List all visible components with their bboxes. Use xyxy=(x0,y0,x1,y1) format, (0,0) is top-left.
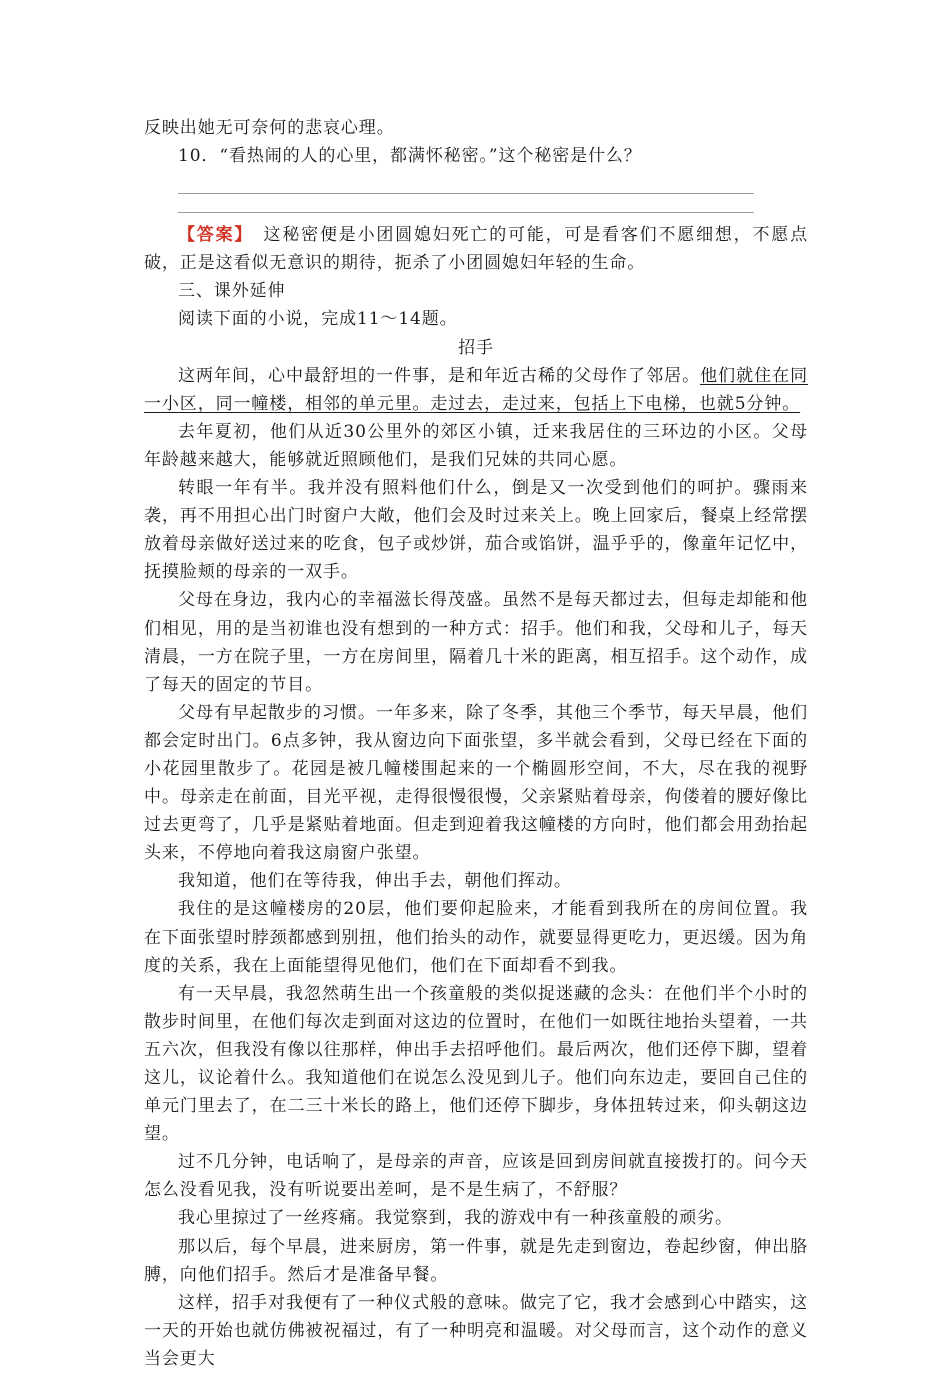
answer-text: 这秘密便是小团圆媳妇死亡的可能，可是看客们不愿细想，不愿点破，正是这看似无意识的期待，扼杀了小团圆媳妇年轻的生命。 xyxy=(144,225,808,274)
story-paragraph: 我心里掠过了一丝疼痛。我觉察到，我的游戏中有一种孩童般的顽劣。 xyxy=(178,1208,733,1229)
story-paragraph: 我住的是这幢楼房的20层，他们要仰起脸来，才能看到我所在的房间位置。我在下面张望时脖颈都感到别扭，他们抬头的动作，就要显得更吃力，更迟缓。因为角度的关系，我在上面能望得见他们，他们在下面却看不到我。 xyxy=(144,899,808,976)
story-paragraph: 父母有早起散步的习惯。一年多来，除了冬季，其他三个季节，每天早晨，他们都会定时出门。6点多钟，我从窗边向下面张望，多半就会看到，父母已经在下面的小花园里散步了。花园是被几幢楼围起来的一个椭圆形空间，不大，尽在我的视野中。母亲走在前面，目光平视，走得很慢很慢，父亲紧贴着母亲，佝偻着的腰好像比过去更弯了，几乎是紧贴着地面。但走到迎着我这幢楼的方向时，他们都会用劲抬起头来，不停地向着我这扇窗户张望。 xyxy=(144,702,808,864)
question-10: 10．“看热闹的人的心里，都满怀秘密。”这个秘密是什么？ xyxy=(178,146,642,167)
answer-paragraph xyxy=(144,221,808,277)
story-paragraph: 父母在身边，我内心的幸福滋长得茂盛。虽然不是每天都过去，但每走却能和他们相见，用的是当初谁也没有想到的一种方式：招手。他们和我，父母和儿子，每天清晨，一方在院子里，一方在房间里，隔着几十米的距离，相互招手。这个动作，成了每天的固定的节目。 xyxy=(144,590,808,695)
story-paragraph: 那以后，每个早晨，进来厨房，第一件事，就是先走到窗边，卷起纱窗，伸出胳膊，向他们招手。然后才是准备早餐。 xyxy=(144,1236,808,1285)
story-paragraph: 我知道，他们在等待我，伸出手去，朝他们挥动。 xyxy=(178,871,572,892)
story-paragraph: 有一天早晨，我忽然萌生出一个孩童般的类似捉迷藏的念头：在他们半个小时的散步时间里，在他们每次走到面对这边的位置时，在他们一如既往地抬头望着，一共五六次，但我没有像以往那样，伸出手去招呼他们。最后两次，他们还停下脚，望着这儿，议论着什么。我知道他们在说怎么没见到儿子。他们向东边走，要回自己住的单元门里去了，在二三十米长的路上，他们还停下脚步，身体扭转过来，仰头朝这边望。 xyxy=(144,983,808,1145)
paragraph-text: 这两年间，心中最舒坦的一件事，是和年近古稀的父母作了邻居。 xyxy=(178,365,701,386)
document-page xyxy=(144,114,808,1373)
story-paragraph: 过不几分钟，电话响了，是母亲的声音，应该是回到房间就直接拨打的。问今天怎么没看见我，没有听说要出差呵，是不是生病了，不舒服？ xyxy=(144,1152,808,1201)
story-paragraph: 这样，招手对我便有了一种仪式般的意味。做完了它，我才会感到心中踏实，这一天的开始也就仿佛被祝福过，有了一种明亮和温暖。对父母而言，这个动作的意义当会更大 xyxy=(144,1292,808,1369)
answer-tag: 【答案】 xyxy=(178,225,245,246)
answer-blank-line xyxy=(178,179,754,194)
story-paragraph: 去年夏初，他们从近30公里外的郊区小镇，迁来我居住的三环边的小区。父母年龄越来越大，能够就近照顾他们，是我们兄妹的共同心愿。 xyxy=(144,421,808,470)
reading-instruction: 阅读下面的小说，完成11～14题。 xyxy=(178,309,458,330)
answer-blank-line xyxy=(178,198,754,213)
story-title: 招手 xyxy=(458,337,494,358)
story-paragraph xyxy=(144,362,808,418)
story-paragraph: 转眼一年有半。我并没有照料他们什么，倒是又一次受到他们的呵护。骤雨来袭，再不用担心出门时窗户大敞，他们会及时过来关上。晚上回家后，餐桌上经常摆放着母亲做好送过来的吃食，包子或炒饼，茄合或馅饼，温乎乎的，像童年记忆中，抚摸脸颊的母亲的一双手。 xyxy=(144,478,808,583)
underlined-sentence: 他们就住在同一小区，同一幢楼，相邻的单元里。走过去，走过来，包括上下电梯，也就5分钟。 xyxy=(144,365,808,414)
previous-answer-end: 反映出她无可奈何的悲哀心理。 xyxy=(144,118,395,138)
section-heading: 三、课外延伸 xyxy=(178,281,286,302)
